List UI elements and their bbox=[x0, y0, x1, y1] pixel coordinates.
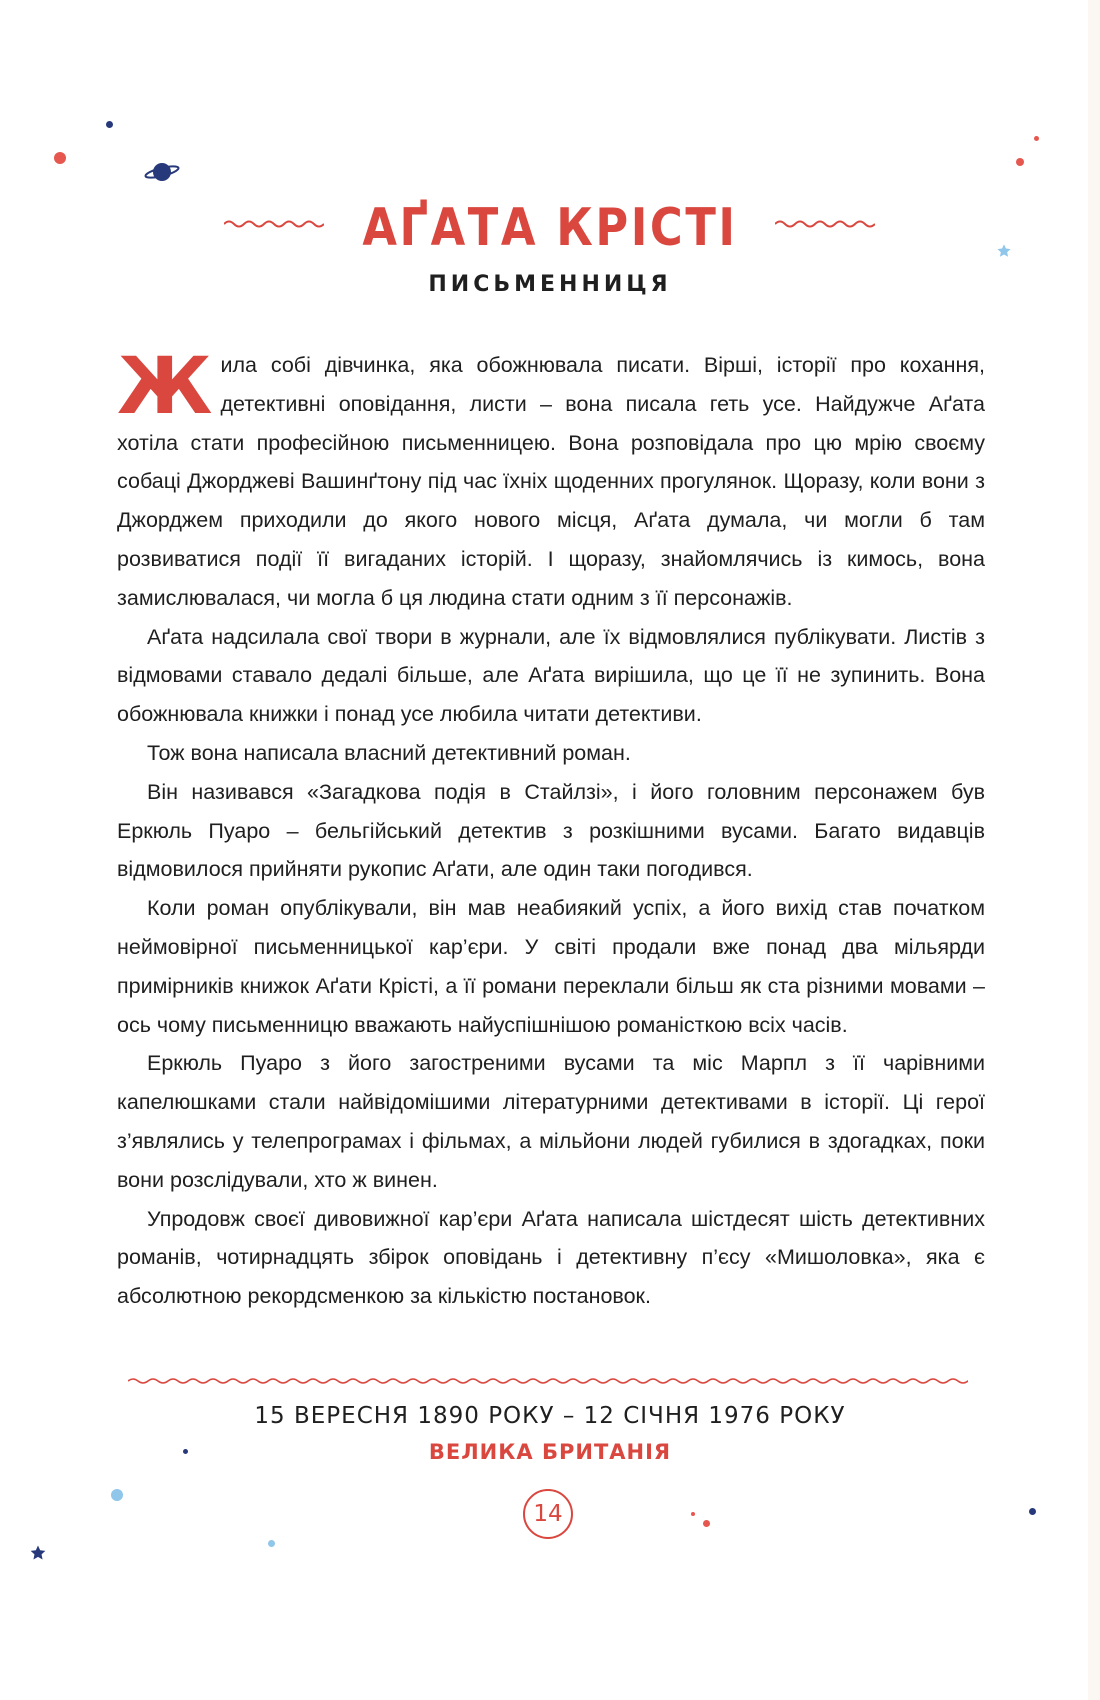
decor-dot bbox=[54, 152, 66, 164]
paragraph: Він називався «Загадкова подія в Стайлзі», і його головним персонажем був Еркюль Пуаро – бельгійський детектив з розкішними вусами. Багато видавців відмовилося прийняти рукопис Аґати, але один таки погодився. bbox=[117, 779, 985, 882]
decor-dot bbox=[703, 1520, 710, 1527]
decor-dot bbox=[1034, 136, 1039, 141]
paragraph: Тож вона написала власний детективний роман. bbox=[147, 740, 631, 765]
paragraph: Еркюль Пуаро з його загостреними вусами та міс Марпл з її чарівними капелюшками стали найвідомішими літературними детективами в історії. Ці герої з’являлись у телепрограмах і фільмах, а мільйони людей губилися в здогадках, поки вони розслідували, хто ж винен. bbox=[117, 1051, 985, 1192]
planet-icon bbox=[143, 159, 181, 185]
decor-dot bbox=[106, 121, 113, 128]
paragraph: Аґата надсилала свої твори в журнали, але їх відмовлялися публікувати. Листів з відмовами ставало дедалі більше, але Аґата вирішила, що це її не зупинить. Вона обожнювала книжки і понад усе любила читати детективи. bbox=[117, 624, 985, 727]
page-title: АҐАТА КРІСТІ bbox=[362, 198, 738, 258]
page-number: 14 bbox=[523, 1489, 573, 1539]
biography-text bbox=[117, 342, 985, 1316]
decor-dot bbox=[1029, 1508, 1036, 1515]
decor-dot bbox=[111, 1489, 123, 1501]
country: ВЕЛИКА БРИТАНІЯ bbox=[428, 1440, 672, 1464]
decor-dot bbox=[1016, 158, 1024, 166]
star-icon bbox=[29, 1544, 47, 1562]
paragraph: Коли роман опублікували, він мав неабиякий успіх, а його вихід став початком неймовірної письменницької кар’єри. У світі продали вже понад два мільярди примірників книжок Аґати Крісті, а її романи переклали більш як ста різними мовами – ось чому письменницю вважають найуспішнішою романісткою всіх часів. bbox=[117, 896, 985, 1037]
decor-dot bbox=[268, 1540, 275, 1547]
paragraph: Упродовж своєї дивовижної кар’єри Аґата написала шістдесят шість детективних романів, чотирнадцять збірок оповідань і детективну п’єсу «Мишоловка», яка є абсолютною рекордсменкою за кількістю постановок. bbox=[117, 1206, 985, 1309]
page-subtitle: ПИСЬМЕННИЦЯ bbox=[428, 272, 672, 297]
paragraph-text: ила собі дівчинка, яка обожнювала писати. Вірші, історії про кохання, детективні оповідання, листи – вона писала геть усе. Найдужче Аґата хотіла стати професійною письменницею. Вона розповідала про цю мрію своєму собаці Джорджеві Вашинґтону під час їхніх щоденних прогулянок. Щоразу, коли вони з Джорджем приходили до якого нового місця, Аґата думала, чи могли б там розвиватися події її вигаданих історій. І щоразу, знайомлячись із кимось, вона замислювалася, чи могла б ця людина стати одним з її персонажів. bbox=[117, 353, 985, 610]
wave-ornament-right bbox=[775, 218, 875, 230]
wave-divider bbox=[128, 1376, 968, 1386]
decor-dot bbox=[691, 1512, 695, 1516]
life-dates: 15 ВЕРЕСНЯ 1890 РОКУ – 12 СІЧНЯ 1976 РОКУ bbox=[254, 1403, 846, 1429]
paragraph bbox=[117, 342, 985, 618]
drop-cap: Ж bbox=[117, 342, 213, 432]
